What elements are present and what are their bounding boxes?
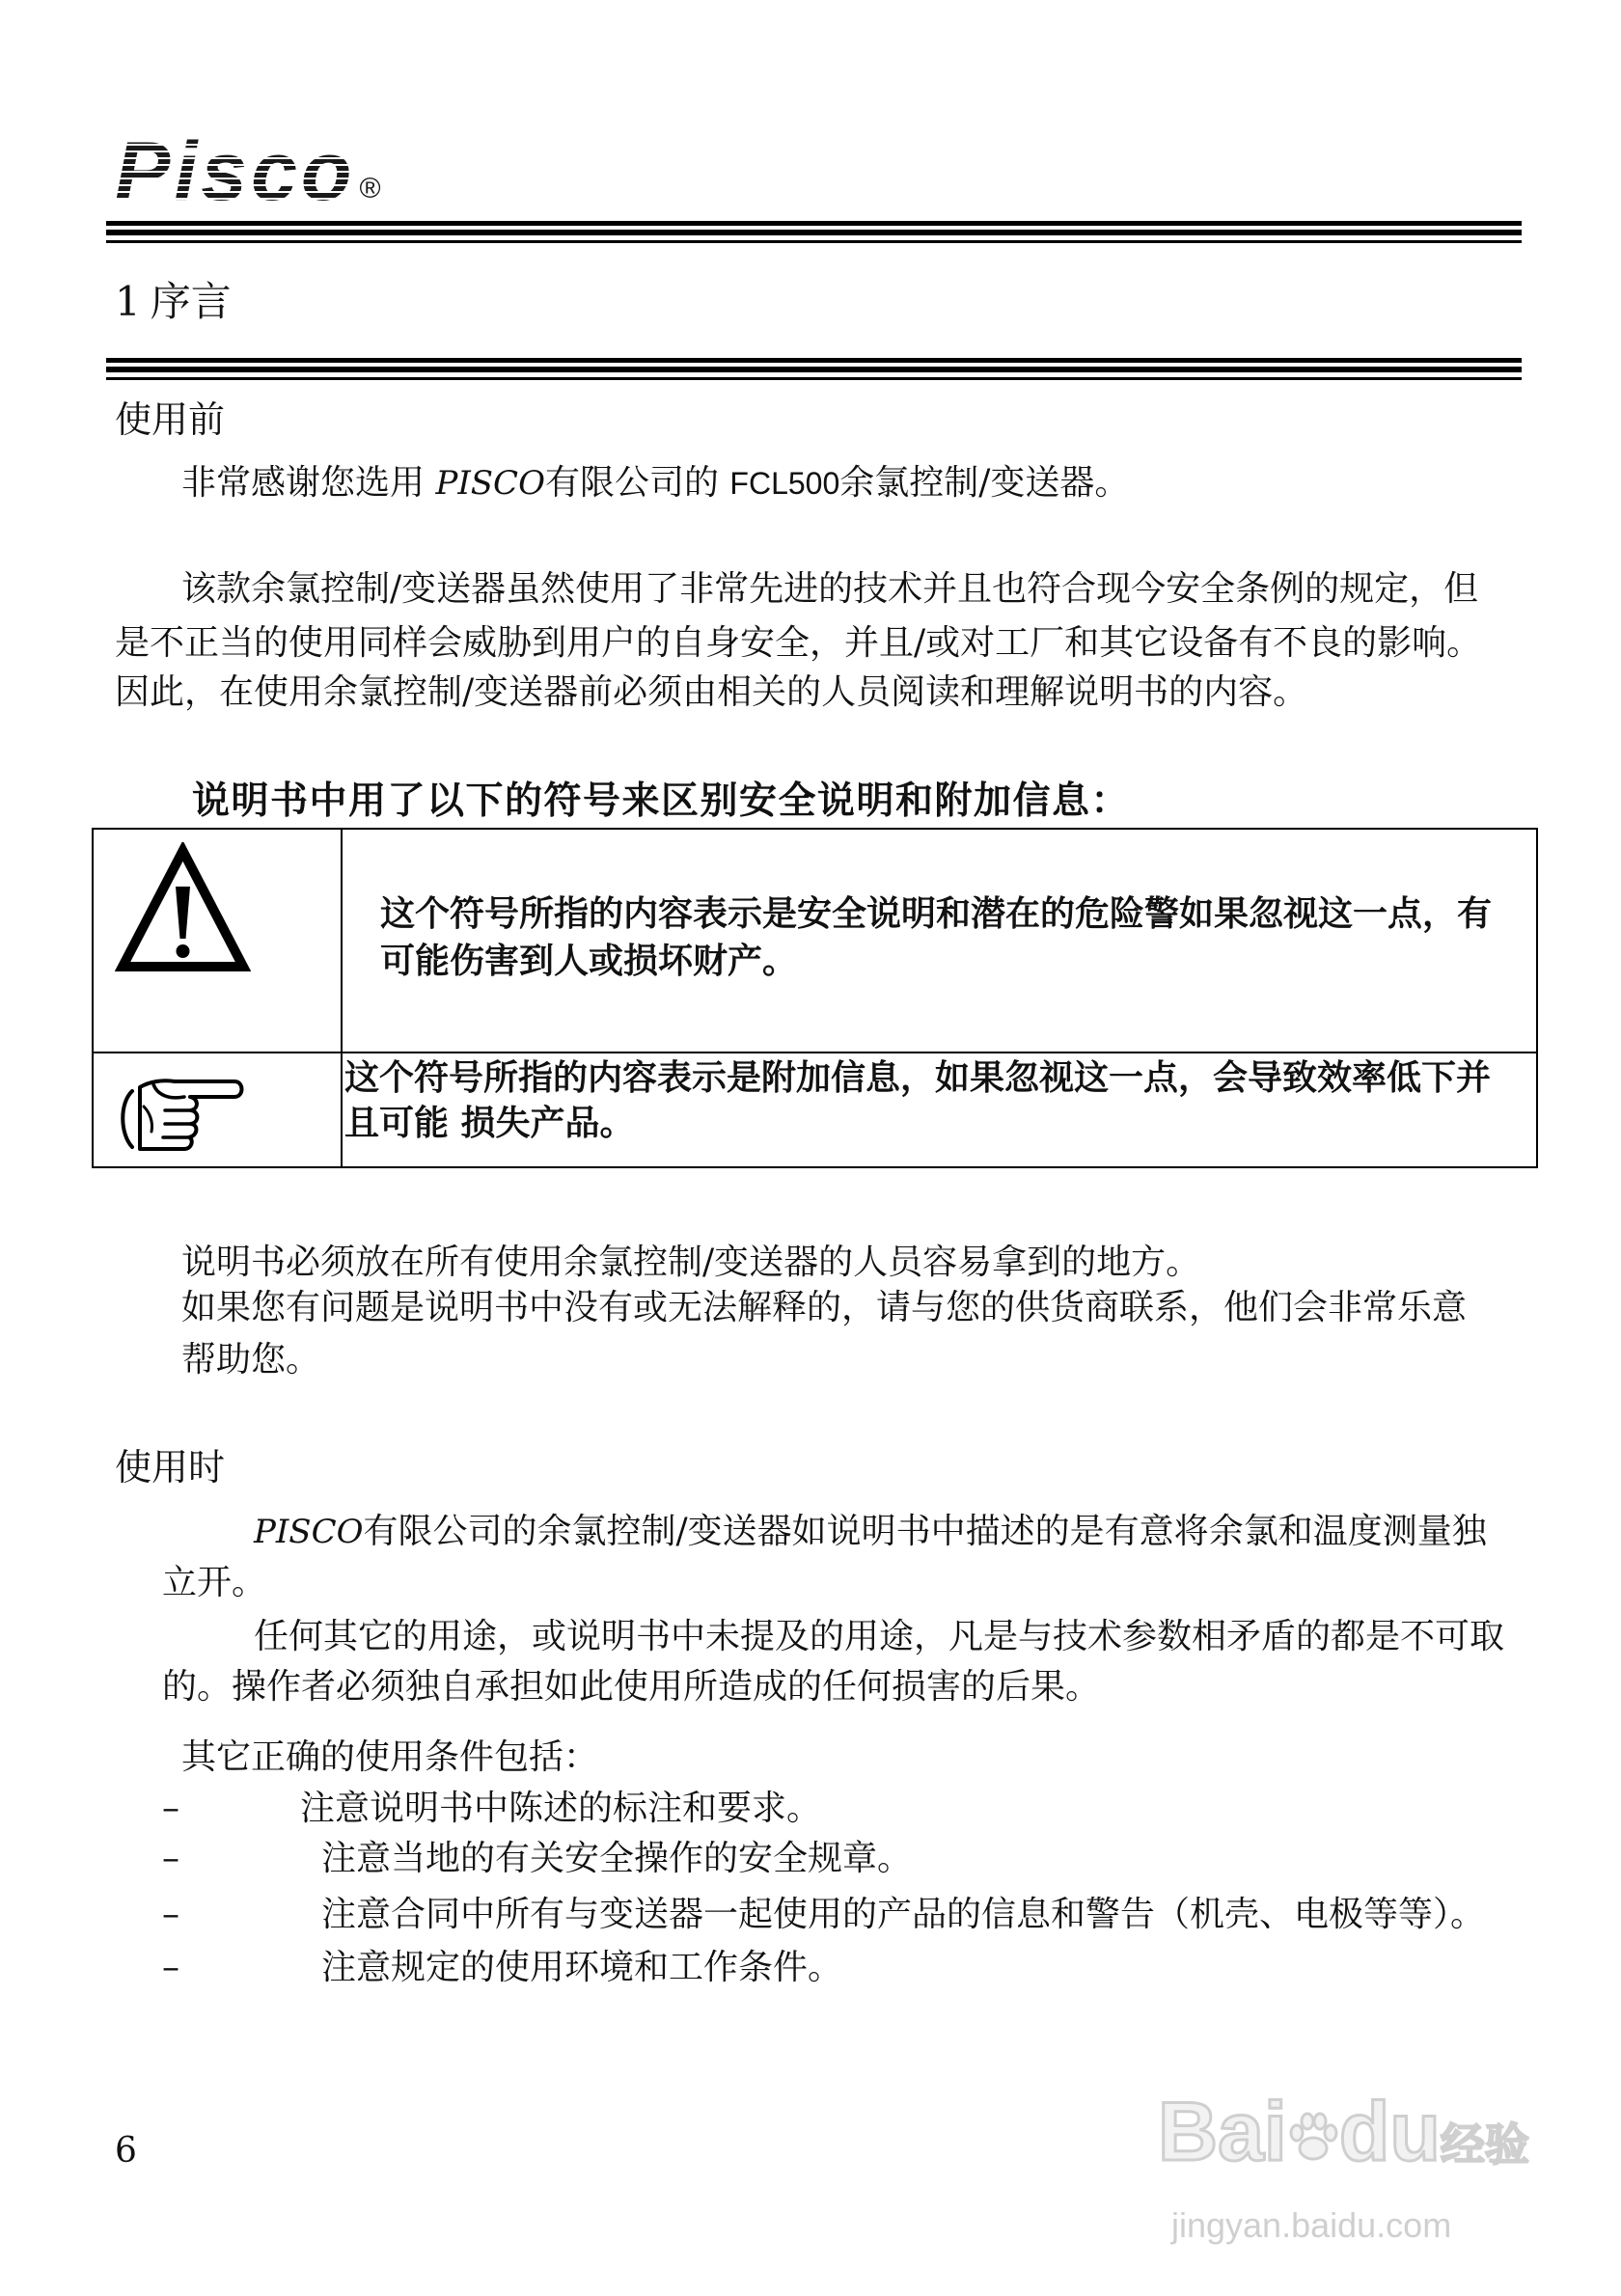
section-rule-top — [106, 358, 1522, 363]
before-use-heading: 使用前 — [115, 398, 226, 441]
symbol-description-line: 这个符号所指的内容表示是安全说明和潜在的危险警如果忽视这一点，有 — [380, 894, 1493, 934]
header-rule-middle — [106, 230, 1522, 235]
product-keyword: 余氯 — [323, 672, 394, 712]
pointing-hand-icon — [115, 1070, 247, 1162]
product-keyword: 余氯 — [251, 569, 321, 609]
intended-use-line — [162, 1560, 266, 1606]
symbol-icon-cell — [94, 830, 343, 1052]
section-title — [115, 277, 232, 327]
symbol-description-line: 这个符号所指的内容表示是附加信息，如果忽视这一点，会导致效率低下并 — [344, 1058, 1492, 1098]
logo-wordmark: Pisco — [115, 125, 356, 218]
condition-bullet: – — [162, 1839, 179, 1878]
registered-mark: ® — [359, 173, 381, 205]
paragraph-text: 说明书必须放在所有使用 — [181, 1243, 564, 1282]
thanks-text: 非常感谢您选用 — [181, 463, 436, 503]
other-use-line: 任何其它的用途，或说明书中未提及的用途，凡是与技术参数相矛盾的都是不可取 — [254, 1617, 1505, 1656]
paragraph-text: 控制/变送器如说明书中描述的是有意将 — [606, 1512, 1209, 1551]
product-keyword: 余氯 — [839, 463, 910, 503]
section-number: 1 — [115, 278, 141, 325]
paragraph-text: 控制/变送器虽然使用了非常先进的技术并且也符合现今安全条例的规定，但 — [320, 569, 1479, 609]
symbol-icon-cell — [94, 1053, 343, 1166]
product-keyword: 余氯 — [1208, 1512, 1278, 1551]
symbol-table — [92, 828, 1538, 1168]
section-name: 序言 — [150, 278, 232, 325]
other-use-line: 的。操作者必须独自承担如此使用所造成的任何损害的后果。 — [162, 1667, 1101, 1707]
warning-paragraph-line — [181, 566, 1478, 613]
availability-line — [181, 1337, 320, 1383]
section-rule-bottom — [106, 377, 1522, 380]
product-keyword: 余氯 — [536, 1512, 607, 1551]
watermark-brand-row — [1158, 2086, 1529, 2188]
thanks-text: 的 — [683, 463, 730, 503]
section-rule-middle — [106, 367, 1522, 372]
warning-paragraph-line — [115, 670, 1307, 716]
paragraph-text: 帮助您。 — [181, 1340, 321, 1380]
condition-bullet: – — [162, 1789, 179, 1828]
warning-triangle-icon — [115, 842, 251, 975]
watermark-url: jingyan.baidu.com — [1171, 2205, 1452, 2245]
paragraph-text: 如果您有问题是说明书中没有或无法解释的，请与您的供货商联系，他们会非常乐意 — [181, 1288, 1468, 1327]
watermark-brand-right: du — [1338, 2086, 1441, 2178]
conditions-intro: 其它正确的使用条件包括： — [181, 1737, 599, 1777]
condition-item: 注意说明书中陈述的标注和要求。 — [300, 1789, 822, 1828]
symbol-row-safety — [94, 830, 1536, 1052]
condition-bullet: – — [162, 1948, 179, 1987]
watermark-brand-left: Bai — [1158, 2086, 1287, 2178]
condition-item: 注意合同中所有与变送器一起使用的产品的信息和警告（机壳、电极等等）。 — [321, 1895, 1486, 1934]
paragraph-text: 的 — [502, 1512, 537, 1551]
baidu-watermark — [1158, 2086, 1563, 2253]
company-name: PISCO — [435, 464, 545, 503]
page-number: 6 — [115, 2131, 137, 2171]
header-rule-bottom — [106, 240, 1522, 243]
header-rule-top — [106, 221, 1522, 226]
symbols-intro: 说明书中用了以下的符号来区别安全说明和附加信息： — [192, 779, 1131, 823]
condition-item: 注意当地的有关安全操作的安全规章。 — [321, 1839, 913, 1878]
product-keyword: 余氯 — [563, 1243, 634, 1282]
watermark-product: 经验 — [1440, 2118, 1529, 2171]
in-use-heading: 使用时 — [115, 1446, 226, 1489]
paw-icon — [1287, 2108, 1339, 2166]
condition-bullet: – — [162, 1895, 179, 1934]
thanks-text: 控制/变送器。 — [909, 463, 1130, 503]
paragraph-text: 和温度测量独 — [1278, 1512, 1487, 1551]
availability-line — [181, 1240, 1200, 1286]
paragraph-text: 控制/变送器的人员容易拿到的地方。 — [633, 1243, 1201, 1282]
symbol-description-line: 且可能 损失产品。 — [344, 1104, 635, 1143]
company-suffix: 有限公司 — [544, 463, 684, 503]
paragraph-text: 因此，在使用 — [115, 672, 324, 712]
warning-paragraph-line — [115, 620, 1481, 667]
symbol-row-info — [94, 1052, 1536, 1166]
thanks-paragraph — [181, 460, 1129, 506]
company-name: PISCO — [254, 1513, 364, 1551]
symbol-description-line: 可能伤害到人或损坏财产。 — [380, 942, 798, 981]
paragraph-text: 该款 — [181, 569, 252, 609]
model-name: FCL500 — [729, 466, 840, 501]
paragraph-text: 立开。 — [162, 1563, 267, 1602]
availability-line — [181, 1285, 1467, 1331]
intended-use-line — [254, 1509, 1487, 1555]
symbol-text-cell — [343, 830, 1536, 1052]
paragraph-text: 是不正当的使用同样会威胁到用户的自身安全，并且/或对工厂和其它设备有不良的影响。 — [115, 623, 1482, 663]
company-suffix: 有限公司 — [363, 1512, 503, 1551]
condition-item: 注意规定的使用环境和工作条件。 — [321, 1948, 843, 1987]
symbol-text-cell — [343, 1053, 1536, 1166]
paragraph-text: 控制/变送器前必须由相关的人员阅读和理解说明书的内容。 — [393, 672, 1308, 712]
